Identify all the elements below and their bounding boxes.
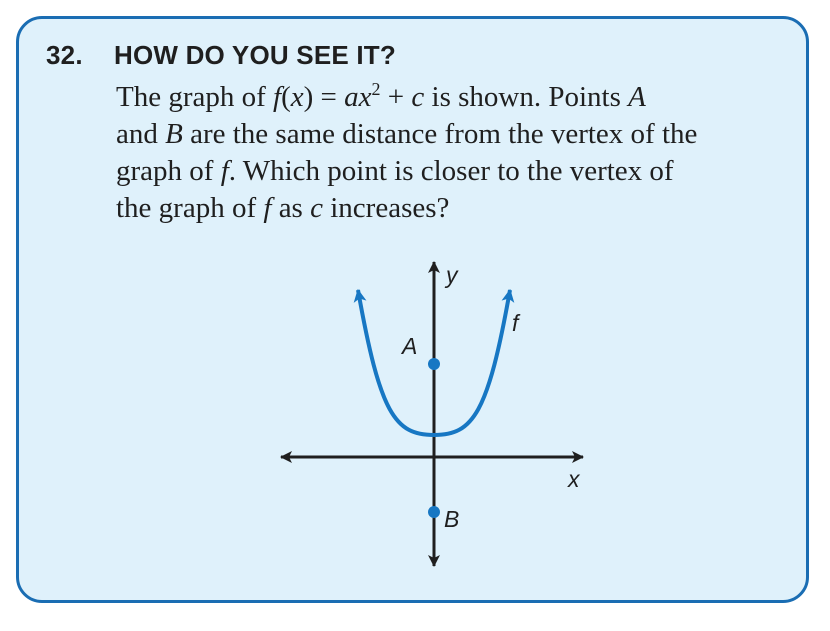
point-a [428, 358, 440, 370]
text-run: . Which point is closer to the vertex of [228, 155, 674, 187]
point-a-ref: A [628, 81, 646, 113]
text-run: is shown. Points [424, 81, 629, 113]
parabola-curve [434, 290, 510, 435]
term-ax: ax [344, 81, 372, 113]
curve-label: f [512, 310, 519, 336]
text-run: The graph of [116, 81, 274, 113]
exercise-title: HOW DO YOU SEE IT? [114, 40, 396, 70]
text-run: and [116, 118, 166, 150]
function-name: f [263, 192, 272, 224]
text-run: ) = [303, 81, 345, 113]
parabola-curve [358, 290, 434, 435]
x-axis-label: x [568, 466, 580, 492]
text-run: the graph of [116, 192, 264, 224]
text-run: ( [281, 81, 291, 113]
point-a-label: A [402, 333, 418, 359]
text-run: as [271, 192, 311, 224]
text-run: graph of [116, 155, 221, 187]
y-axis-label: y [446, 262, 458, 288]
text-run: are the same distance from the vertex of the [182, 118, 698, 150]
exponent: 2 [371, 79, 381, 99]
point-b-ref: B [165, 118, 183, 150]
text-run: + [380, 81, 412, 113]
function-name: f [220, 155, 229, 187]
text-run: increases? [322, 192, 450, 224]
point-b-label: B [444, 506, 460, 532]
function-name: f [273, 81, 282, 113]
exercise-number: 32. [46, 40, 83, 70]
variable-c: c [411, 81, 425, 113]
variable-c: c [310, 192, 323, 224]
point-b [428, 506, 440, 518]
variable-x: x [290, 81, 304, 113]
